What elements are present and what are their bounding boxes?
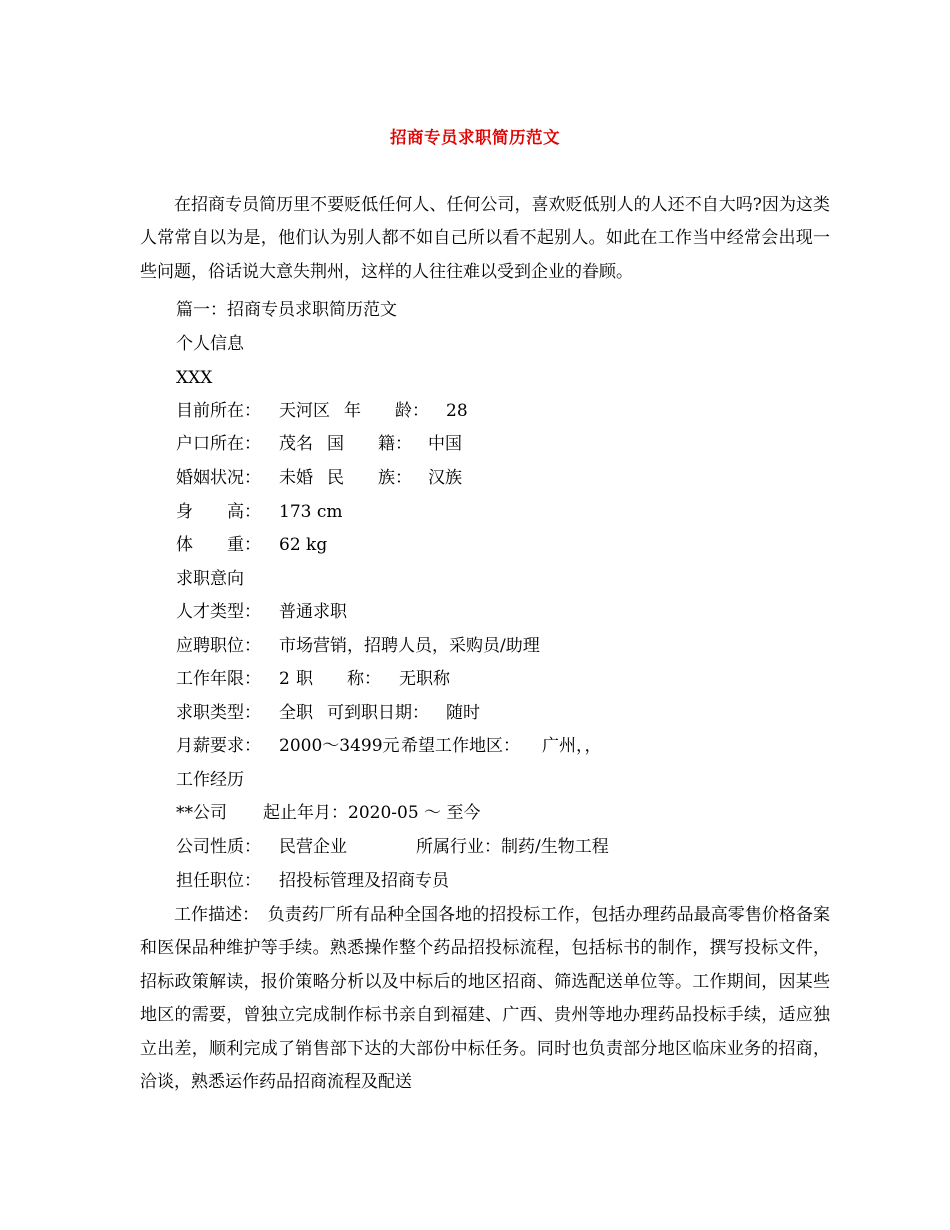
nature-label: 公司性质： xyxy=(176,837,261,857)
marital-label: 婚姻状况： xyxy=(176,468,261,488)
region-label: 希望工作地区： xyxy=(401,736,520,756)
location-value: 天河区 xyxy=(279,401,330,421)
title-label: 职 称： xyxy=(296,669,381,689)
talent-type-label: 人才类型： xyxy=(176,602,261,622)
salary-label: 月薪要求： xyxy=(176,736,261,756)
ethnicity-value: 汉族 xyxy=(428,468,462,488)
start-value: 随时 xyxy=(446,703,480,723)
height-label: 身 高： xyxy=(176,502,261,522)
talent-type-value: 普通求职 xyxy=(279,602,347,622)
location-label: 目前所在： xyxy=(176,401,261,421)
hukou-label: 户口所在： xyxy=(176,434,261,454)
intent-heading-text: 求职意向 xyxy=(176,569,244,589)
ethnicity-label: 民 族： xyxy=(327,468,412,488)
role-label: 担任职位： xyxy=(176,871,261,891)
start-label: 可到职日期： xyxy=(327,703,429,723)
nationality-label: 国 籍： xyxy=(327,434,412,454)
title-value: 无职称 xyxy=(399,669,450,689)
industry-value: 所属行业：制药/生物工程 xyxy=(416,837,609,857)
document-title: 招商专员求职简历范文 xyxy=(390,128,560,147)
marital-value: 未婚 xyxy=(279,468,313,488)
region-value: 广州，， xyxy=(542,736,602,756)
years-value: 2 xyxy=(279,669,290,689)
work-description-paragraph: 工作描述： 负责药厂所有品种全国各地的招投标工作，包括办理药品最高零售价格备案和医保品种维护等手续。熟悉操作整个药品招投标流程，包括标书的制作，撰写投标文件，招标政策解读，报价策略分析以及中标后的地区招商、筛选配送单位等。工作期间，因某些地区的需要，曾独立完成制作标书亲自到福建、广西、贵州等地办理药品投标手续，适应独立出差，顺利完成了销售部下达的大部份中标任务。同时也负责部分地区临床业务的招商，洽谈，熟悉运作药品招商流程及配送 xyxy=(140,905,830,1093)
nature-value: 民营企业 xyxy=(279,837,347,857)
job-type-value: 全职 xyxy=(279,703,313,723)
years-label: 工作年限： xyxy=(176,669,261,689)
height-value: 173 cm xyxy=(279,502,343,522)
role-value: 招投标管理及招商专员 xyxy=(279,871,449,891)
position-label: 应聘职位： xyxy=(176,636,261,656)
weight-label: 体 重： xyxy=(176,535,261,555)
age-value: 28 xyxy=(446,401,468,421)
position-value: 市场营销，招聘人员，采购员/助理 xyxy=(279,636,540,656)
age-label: 年 龄： xyxy=(344,401,429,421)
name-value: XXX xyxy=(176,368,213,388)
personal-heading-text: 个人信息 xyxy=(176,334,244,354)
intro-paragraph: 在招商专员简历里不要贬低任何人、任何公司，喜欢贬低别人的人还不自大吗?因为这类人常常自以为是，他们认为别人都不如自己所以看不起别人。如此在工作当中经常会出现一些问题，俗话说大意失荆州，这样的人往往难以受到企业的眷顾。 xyxy=(140,195,830,282)
weight-value: 62 kg xyxy=(279,535,328,555)
section-title-text: 篇一：招商专员求职简历范文 xyxy=(176,300,397,320)
nationality-value: 中国 xyxy=(428,434,462,454)
period-value: 起止年月：2020-05 ～ 至今 xyxy=(263,803,481,823)
job-type-label: 求职类型： xyxy=(176,703,261,723)
company-value: **公司 xyxy=(176,803,227,823)
experience-heading-text: 工作经历 xyxy=(176,770,244,790)
hukou-value: 茂名 xyxy=(279,434,313,454)
salary-value: 2000～3499元 xyxy=(279,736,400,756)
